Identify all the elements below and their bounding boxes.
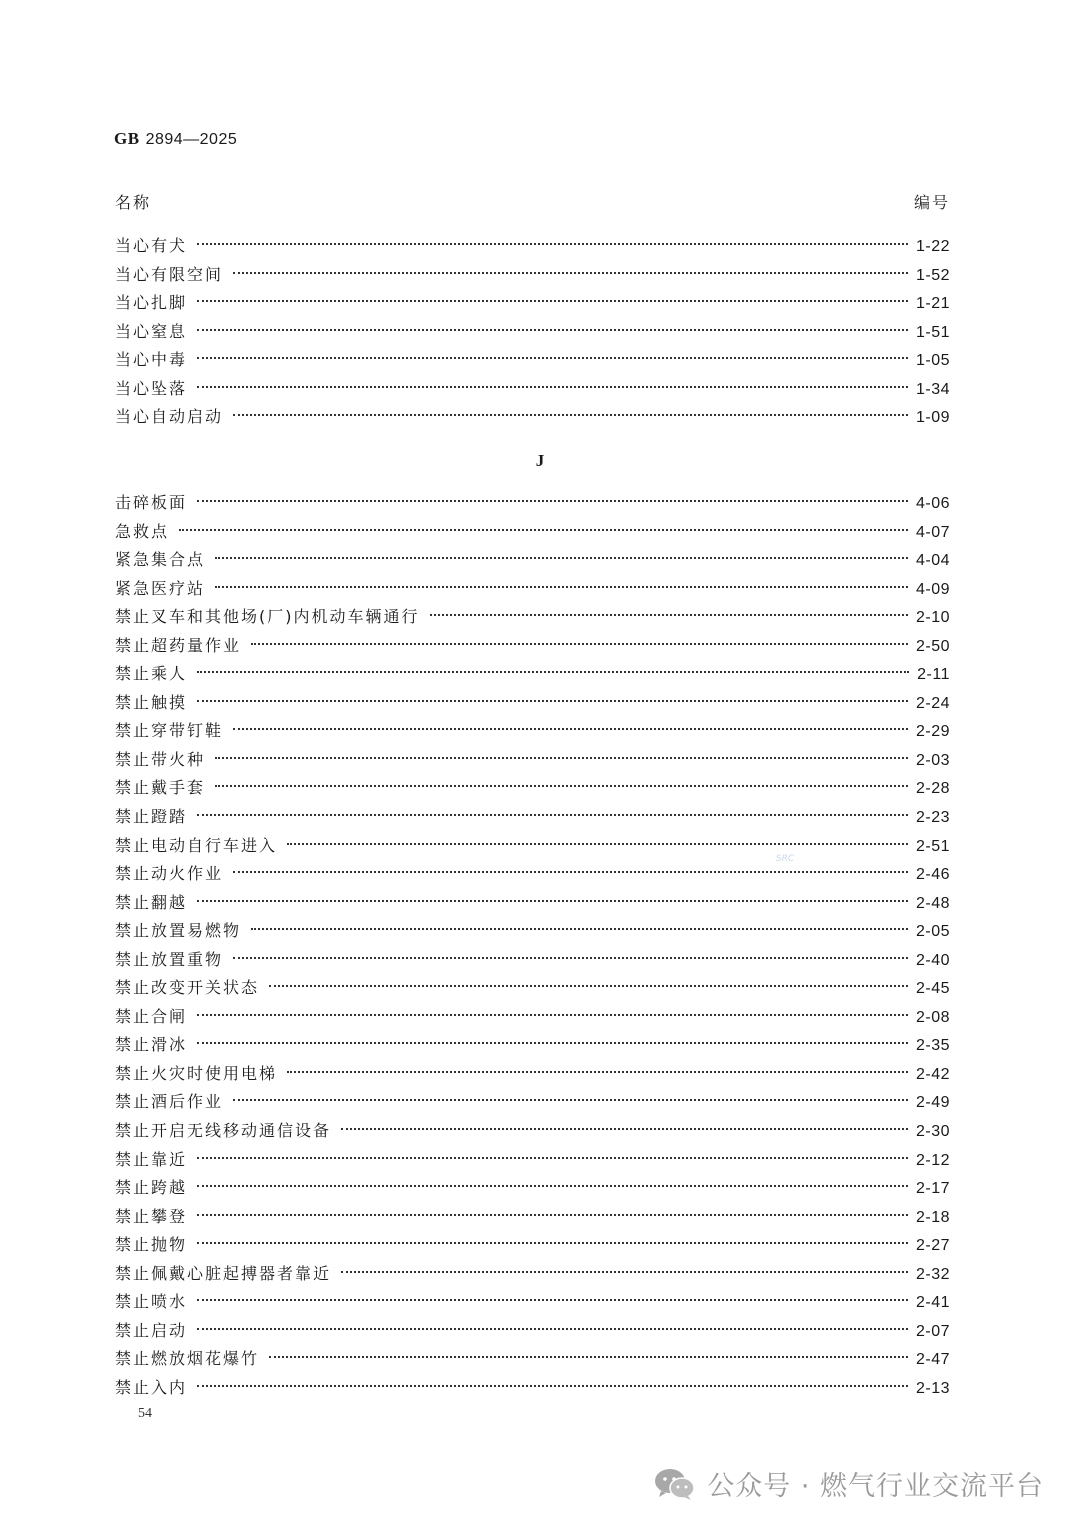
entry-code: 2-27 (915, 1237, 950, 1255)
entry-code: 2-12 (915, 1151, 950, 1169)
entry-name: 禁止合闸 (115, 1006, 188, 1026)
dot-leader (197, 357, 908, 359)
index-entry (115, 635, 950, 664)
page-number: 54 (138, 1406, 152, 1421)
entry-name: 禁止蹬踏 (115, 807, 188, 827)
entry-code: 2-18 (915, 1208, 950, 1226)
dot-leader (215, 557, 908, 559)
dot-leader (197, 671, 909, 673)
entry-name: 当心自动启动 (115, 407, 224, 427)
entry-code: 1-51 (915, 323, 950, 341)
index-entry (115, 264, 950, 293)
index-entry (115, 1291, 950, 1320)
entry-code: 2-46 (915, 866, 950, 884)
dot-leader (251, 928, 908, 930)
entry-code: 2-51 (915, 837, 950, 855)
dot-leader (233, 414, 908, 416)
entry-name: 禁止跨越 (115, 1178, 188, 1198)
dot-leader (233, 957, 908, 959)
index-entry (115, 749, 950, 778)
index-entry (115, 406, 950, 435)
dot-leader (197, 1157, 908, 1159)
entry-name: 禁止佩戴心脏起搏器者靠近 (115, 1263, 332, 1283)
entry-code: 2-32 (915, 1265, 950, 1283)
index-entry (115, 920, 950, 949)
index-entry (115, 863, 950, 892)
dot-leader (197, 1214, 908, 1216)
index-entry (115, 1206, 950, 1235)
entry-name: 禁止滑冰 (115, 1035, 188, 1055)
dot-leader (197, 300, 908, 302)
entry-name: 紧急集合点 (115, 550, 206, 570)
dot-leader (430, 614, 908, 616)
index-entry (115, 1234, 950, 1263)
dot-leader (233, 871, 908, 873)
entry-name: 禁止穿带钉鞋 (115, 721, 224, 741)
entry-name: 禁止启动 (115, 1320, 188, 1340)
entry-name: 禁止翻越 (115, 892, 188, 912)
entry-name: 急救点 (115, 521, 170, 541)
index-entry (115, 1263, 950, 1292)
entry-code: 1-09 (915, 409, 950, 427)
dot-leader (197, 243, 908, 245)
index-entry (115, 1177, 950, 1206)
entry-code: 4-06 (915, 495, 950, 512)
index-entry (115, 549, 950, 578)
index-entry (115, 349, 950, 378)
dot-leader (197, 700, 908, 702)
dot-leader (233, 728, 908, 730)
index-entry (115, 806, 950, 835)
index-entry (115, 1348, 950, 1377)
dot-leader (197, 1242, 908, 1244)
dot-leader (233, 272, 908, 274)
index-entry (115, 235, 950, 264)
index-entry (115, 1034, 950, 1063)
entry-code: 2-05 (915, 923, 950, 941)
dot-leader (215, 757, 908, 759)
dot-leader (197, 1042, 908, 1044)
watermark (653, 1464, 1044, 1503)
dot-leader (233, 1099, 908, 1101)
entry-name: 禁止入内 (115, 1377, 188, 1397)
dot-leader (269, 985, 908, 987)
entry-code: 1-52 (915, 266, 950, 284)
index-entry (115, 720, 950, 749)
watermark-text: 公众号 · 燃气行业交流平台 (707, 1471, 1044, 1502)
entry-code: 1-21 (915, 295, 950, 313)
entry-name: 禁止乘人 (115, 664, 188, 684)
entry-code: 2-48 (915, 894, 950, 912)
index-entry (115, 777, 950, 806)
entry-name: 禁止抛物 (115, 1235, 188, 1255)
index-entry (115, 692, 950, 721)
index-entry (115, 292, 950, 321)
entry-code: 1-05 (915, 352, 950, 370)
faint-stamp: SRC (775, 854, 795, 864)
standard-code: GB (114, 129, 140, 148)
index-entry (115, 892, 950, 921)
entry-name: 当心扎脚 (115, 293, 188, 313)
entry-code: 2-47 (915, 1351, 950, 1369)
index-entry (115, 378, 950, 407)
entry-name: 禁止火灾时使用电梯 (115, 1063, 278, 1083)
entry-code: 1-22 (915, 238, 950, 255)
index-entry (115, 663, 950, 692)
document-header (114, 128, 237, 151)
entry-name: 禁止攀登 (115, 1206, 188, 1226)
index-entry (115, 1320, 950, 1349)
index-entry (115, 1063, 950, 1092)
entry-code: 2-28 (915, 780, 950, 798)
index-entry (115, 1006, 950, 1035)
entry-name: 当心坠落 (115, 378, 188, 398)
entry-name: 击碎板面 (115, 493, 188, 512)
index-entry (115, 492, 950, 521)
dot-leader (197, 1014, 908, 1016)
entry-code: 2-40 (915, 951, 950, 969)
dot-leader (269, 1356, 908, 1358)
entry-name: 禁止开启无线移动通信设备 (115, 1121, 332, 1141)
column-header-code: 编号 (913, 193, 950, 212)
entry-name: 禁止带火种 (115, 749, 206, 769)
dot-leader (215, 586, 908, 588)
entry-code: 2-24 (915, 694, 950, 712)
entry-code: 2-45 (915, 980, 950, 998)
entry-name: 禁止电动自行车进入 (115, 835, 278, 855)
entry-name: 禁止改变开关状态 (115, 978, 260, 998)
dot-leader (197, 386, 908, 388)
index-entry (115, 578, 950, 607)
index-entry (115, 606, 950, 635)
entry-code: 2-10 (915, 609, 950, 627)
index-entry (115, 835, 950, 864)
entry-code: 2-13 (915, 1379, 950, 1397)
entry-name: 紧急医疗站 (115, 578, 206, 598)
entry-code: 2-50 (915, 637, 950, 655)
dot-leader (215, 785, 908, 787)
dot-leader (251, 643, 908, 645)
entry-name: 禁止动火作业 (115, 864, 224, 884)
entry-name: 禁止酒后作业 (115, 1092, 224, 1112)
entry-code: 2-49 (915, 1094, 950, 1112)
dot-leader (197, 1299, 908, 1301)
dot-leader (197, 500, 908, 502)
index-group-a (115, 235, 950, 435)
entry-code: 2-11 (917, 666, 950, 684)
entry-code: 2-17 (915, 1180, 950, 1198)
dot-leader (287, 1071, 908, 1073)
index-entry (115, 1120, 950, 1149)
column-header-name: 名称 (115, 193, 152, 212)
dot-leader (197, 1185, 908, 1187)
entry-code: 4-09 (915, 580, 950, 598)
entry-code: 2-30 (915, 1123, 950, 1141)
standard-number: 2894—2025 (145, 131, 238, 148)
entry-name: 禁止放置易燃物 (115, 921, 242, 941)
entry-name: 禁止喷水 (115, 1292, 188, 1312)
dot-leader (341, 1128, 908, 1130)
entry-code: 2-42 (915, 1065, 950, 1083)
index-entry (115, 521, 950, 550)
wechat-icon (653, 1466, 697, 1502)
entry-code: 1-34 (915, 380, 950, 398)
dot-leader (341, 1271, 908, 1273)
entry-code: 4-07 (915, 523, 950, 541)
entry-name: 当心有限空间 (115, 264, 224, 284)
entry-name: 禁止超药量作业 (115, 635, 242, 655)
index-entry (115, 1091, 950, 1120)
entry-code: 2-03 (915, 751, 950, 769)
entry-name: 当心有犬 (115, 236, 188, 255)
dot-leader (197, 814, 908, 816)
entry-name: 禁止叉车和其他场(厂)内机动车辆通行 (115, 607, 420, 627)
entry-code: 2-07 (915, 1322, 950, 1340)
dot-leader (197, 1328, 908, 1330)
entry-name: 禁止靠近 (115, 1149, 188, 1169)
entry-code: 2-29 (915, 723, 950, 741)
dot-leader (287, 843, 908, 845)
dot-leader (197, 329, 908, 331)
dot-leader (197, 900, 908, 902)
section-letter: J (535, 451, 545, 470)
index-entry (115, 949, 950, 978)
dot-leader (197, 1385, 908, 1387)
index-entry (115, 321, 950, 350)
index-entry (115, 1149, 950, 1178)
entry-name: 当心中毒 (115, 350, 188, 370)
index-entry (115, 977, 950, 1006)
entry-code: 2-08 (915, 1008, 950, 1026)
entry-code: 2-35 (915, 1037, 950, 1055)
entry-name: 禁止放置重物 (115, 949, 224, 969)
dot-leader (179, 529, 908, 531)
entry-name: 当心窒息 (115, 321, 188, 341)
index-group-b (115, 492, 950, 1406)
index-entry (115, 1377, 950, 1406)
entry-name: 禁止戴手套 (115, 778, 206, 798)
entry-code: 4-04 (915, 552, 950, 570)
entry-code: 2-23 (915, 809, 950, 827)
entry-code: 2-41 (915, 1294, 950, 1312)
entry-name: 禁止燃放烟花爆竹 (115, 1349, 260, 1369)
entry-name: 禁止触摸 (115, 692, 188, 712)
